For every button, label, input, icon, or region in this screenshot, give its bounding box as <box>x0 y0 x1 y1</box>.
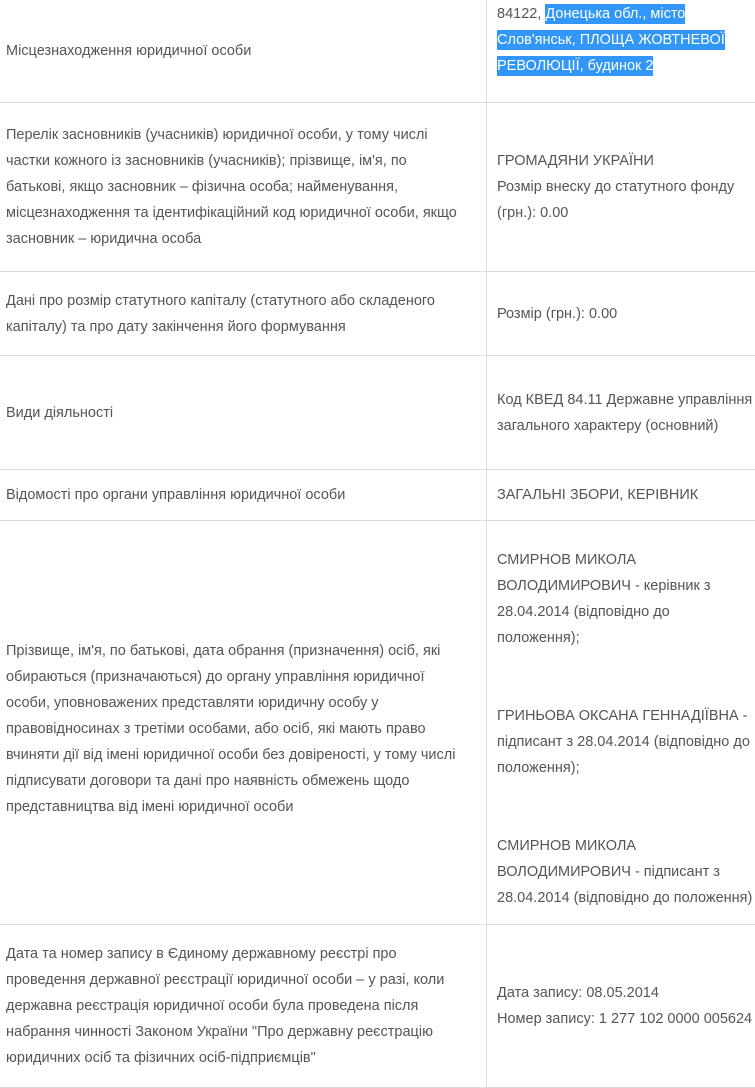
row-value <box>487 272 755 355</box>
table-row-authorized-persons <box>0 521 755 925</box>
table-row-location <box>0 0 755 103</box>
row-label-text: Дані про розмір статутного капіталу (статутного або складеного капіталу) та про дату закінчення його формування <box>6 292 435 335</box>
table-row-governing-bodies <box>0 470 755 521</box>
row-value <box>487 521 755 937</box>
authorized-person-entry: СМИРНОВ МИКОЛА ВОЛОДИМИРОВИЧ - підписант з 28.04.2014 (відповідно до положення) <box>497 838 753 906</box>
row-label-text: Дата та номер запису в Єдиному державному реєстрі про проведення державної реєстрації юридичної особи – у разі, коли державна реєстрація юридичної особи була проведена після набрання чинності Законом України "Про державну реєстрацію юридичних осіб та фізичних осіб-підприємців" <box>6 946 445 1066</box>
selected-address-text[interactable]: Донецька обл., місто Слов'янськ, ПЛОЩА ЖОВТНЕВОЇ РЕВОЛЮЦІЇ, будинок 2 <box>497 6 725 74</box>
row-label <box>0 356 487 469</box>
row-value <box>487 356 755 469</box>
row-value <box>487 925 755 1087</box>
table-row-capital <box>0 272 755 356</box>
founders-value: ГРОМАДЯНИ УКРАЇНИ Розмір внеску до статутного фонду (грн.): 0.00 <box>497 153 735 221</box>
row-label <box>0 272 487 355</box>
row-label <box>0 470 487 520</box>
row-label-text: Відомості про органи управління юридичної особи <box>6 487 346 503</box>
row-label-text: Прізвище, ім'я, по батькові, дата обрання (призначення) осіб, які обираються (призначаються) до органу управління юридичної особи, уповноважених представляти юридичну особу у правовідносинах з третіми особами, або осіб, які мають право вчиняти дії від імені юридичної особи без довіреності, у тому числі підписувати договори та дані про наявність обмежень щодо представництва від імені юридичної особи <box>6 643 456 815</box>
authorized-person-entry: ГРИНЬОВА ОКСАНА ГЕННАДІЇВНА - підписант з 28.04.2014 (відповідно до положення); <box>497 708 750 776</box>
authorized-persons-list <box>497 521 755 937</box>
row-value <box>487 103 755 271</box>
table-row-founders <box>0 103 755 272</box>
row-label <box>0 0 487 102</box>
row-label <box>0 521 487 937</box>
address-value[interactable] <box>497 1 755 79</box>
row-value[interactable] <box>487 0 755 102</box>
postal-code: 84122, <box>497 6 546 22</box>
row-label-text: Місцезнаходження юридичної особи <box>6 43 252 59</box>
activities-value: Код КВЕД 84.11 Державне управління загального характеру (основний) <box>497 391 753 434</box>
governing-bodies-value: ЗАГАЛЬНІ ЗБОРИ, КЕРІВНИК <box>497 487 699 503</box>
row-label <box>0 103 487 271</box>
capital-value: Розмір (грн.): 0.00 <box>497 305 618 322</box>
row-label-text: Види діяльності <box>6 404 114 421</box>
authorized-person-entry: СМИРНОВ МИКОЛА ВОЛОДИМИРОВИЧ - керівник з 28.04.2014 (відповідно до положення); <box>497 552 711 646</box>
row-value <box>487 470 755 520</box>
table-row-registration-record <box>0 925 755 1088</box>
registration-record-value: Дата запису: 08.05.2014 Номер запису: 1 277 102 0000 005624 <box>497 985 753 1027</box>
table-row-activities <box>0 356 755 470</box>
row-label-text: Перелік засновників (учасників) юридичної особи, у тому числі частки кожного із засновників (учасників); прізвище, ім'я, по батькові, якщо засновник – фізична особа; найменування, місцезнаходження та ідентифікаційний код юридичної особи, якщо засновник – юридична особа <box>6 127 457 247</box>
row-label <box>0 925 487 1087</box>
